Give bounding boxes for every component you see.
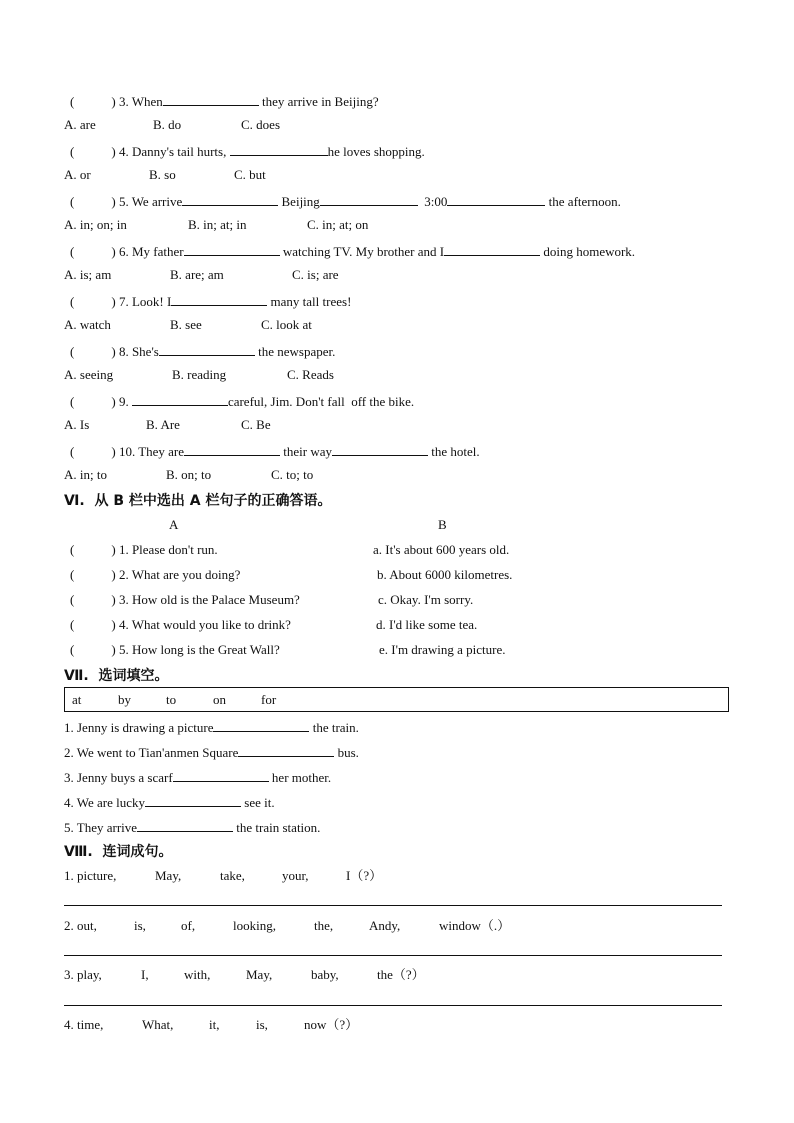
question-text: 5. How long is the Great Wall?	[118, 642, 280, 657]
question-text: 2. What are you doing?	[118, 567, 241, 582]
question-7	[70, 292, 351, 310]
word-token: May,	[155, 868, 182, 883]
paren-open: (	[70, 617, 75, 632]
answer-blank[interactable]	[173, 768, 269, 782]
word-bank-box	[64, 687, 729, 712]
fill-item	[64, 768, 331, 786]
question-number: 6.	[118, 244, 129, 259]
answer-blank[interactable]	[238, 743, 334, 757]
word-token: the,	[314, 918, 334, 933]
matching-answer: e. I'm drawing a picture.	[379, 642, 506, 657]
option-c: C. but	[234, 167, 266, 182]
option-b: B. on; to	[166, 467, 212, 482]
word-bank-item: on	[213, 692, 226, 707]
word-token: What,	[142, 1017, 174, 1032]
option-b: B. do	[153, 117, 182, 132]
question-9	[70, 392, 414, 410]
word-token: Andy,	[369, 918, 401, 933]
paren-close: )	[111, 244, 116, 259]
item-text: the train.	[312, 720, 359, 735]
option-c: C. to; to	[271, 467, 314, 482]
item-text: her mother.	[271, 770, 332, 785]
option-b: B. Are	[146, 417, 180, 432]
option-a: A. are	[64, 117, 96, 132]
option-c: C. look at	[261, 317, 312, 332]
question-text: the hotel.	[431, 444, 480, 459]
question-text: 4. What would you like to drink?	[118, 617, 291, 632]
question-text: They are	[138, 444, 185, 459]
word-bank-item: for	[261, 692, 277, 707]
question-text: Look! I	[131, 294, 172, 309]
option-a: A. seeing	[64, 367, 114, 382]
matching-question	[70, 592, 300, 608]
question-8	[70, 342, 335, 360]
paren-open: (	[70, 294, 75, 309]
question-number: 5.	[118, 194, 129, 209]
matching-answer: c. Okay. I'm sorry.	[378, 592, 474, 607]
section-title: Ⅵ. 从 B 栏中选出 A 栏句子的正确答语。	[64, 493, 332, 509]
item-text: 1. Jenny is drawing a picture	[64, 720, 214, 735]
word-token: it,	[209, 1017, 220, 1032]
option-c: C. is; are	[292, 267, 339, 282]
option-b: B. in; at; in	[188, 217, 247, 232]
paren-close: )	[111, 294, 116, 309]
paren-open: (	[70, 592, 75, 607]
question-text: watching TV. My brother and I	[282, 244, 445, 259]
question-4	[70, 142, 425, 160]
option-a: A. Is	[64, 417, 90, 432]
question-number: 10.	[118, 444, 136, 459]
question-number: 3.	[118, 94, 129, 109]
item-text: 3. Jenny buys a scarf	[64, 770, 173, 785]
section-title: Ⅷ. 连词成句。	[64, 844, 173, 860]
question-10	[70, 442, 480, 460]
question-number: 7.	[118, 294, 129, 309]
answer-blank[interactable]	[230, 142, 328, 156]
paren-close: )	[111, 567, 116, 582]
answer-blank[interactable]	[320, 192, 418, 206]
word-bank-item: at	[72, 692, 82, 707]
word-token: is,	[256, 1017, 268, 1032]
word-token: 2. out,	[64, 918, 97, 933]
paren-open: (	[70, 394, 75, 409]
word-token: I（?）	[346, 868, 383, 883]
answer-blank[interactable]	[184, 442, 280, 456]
word-token: your,	[282, 868, 309, 883]
answer-blank[interactable]	[332, 442, 428, 456]
paren-close: )	[111, 144, 116, 159]
answer-blank[interactable]	[213, 718, 309, 732]
paren-close: )	[111, 444, 116, 459]
option-a: A. is; am	[64, 267, 112, 282]
question-text: Beijing	[281, 194, 320, 209]
question-text: She's	[131, 344, 159, 359]
section-title: Ⅶ. 选词填空。	[64, 668, 169, 684]
item-text: 5. They arrive	[64, 820, 138, 835]
paren-open: (	[70, 642, 75, 657]
word-token: of,	[181, 918, 196, 933]
question-number: 8.	[118, 344, 129, 359]
paren-open: (	[70, 567, 75, 582]
question-text: many tall trees!	[270, 294, 352, 309]
word-token: the（?）	[377, 967, 425, 982]
option-b: B. see	[170, 317, 202, 332]
question-text: When	[131, 94, 163, 109]
matching-answer: d. I'd like some tea.	[376, 617, 478, 632]
matching-question	[70, 617, 291, 633]
answer-line[interactable]	[64, 905, 722, 906]
paren-open: (	[70, 244, 75, 259]
column-a-header: A	[169, 517, 179, 532]
word-token: I,	[141, 967, 149, 982]
fill-item	[64, 818, 320, 836]
item-text: 2. We went to Tian'anmen Square	[64, 745, 239, 760]
option-b: B. reading	[172, 367, 227, 382]
question-number: 9.	[118, 394, 129, 409]
answer-blank[interactable]	[132, 392, 228, 406]
question-text: doing homework.	[543, 244, 636, 259]
paren-close: )	[111, 642, 116, 657]
paren-open: (	[70, 344, 75, 359]
item-text: 4. We are lucky	[64, 795, 146, 810]
question-5	[70, 192, 621, 210]
answer-blank[interactable]	[163, 92, 259, 106]
answer-blank[interactable]	[184, 242, 280, 256]
fill-item	[64, 743, 359, 761]
question-text: My father	[131, 244, 184, 259]
word-token: 3. play,	[64, 967, 102, 982]
paren-close: )	[111, 617, 116, 632]
item-text: the train station.	[236, 820, 321, 835]
question-text: their way	[283, 444, 333, 459]
fill-item	[64, 718, 359, 736]
word-token: baby,	[311, 967, 339, 982]
answer-blank[interactable]	[137, 818, 233, 832]
option-c: C. Reads	[287, 367, 334, 382]
question-number: 4.	[118, 144, 129, 159]
question-text: they arrive in Beijing?	[262, 94, 379, 109]
question-text: the newspaper.	[258, 344, 336, 359]
option-a: A. in; on; in	[64, 217, 127, 232]
paren-open: (	[70, 194, 75, 209]
option-c: C. does	[241, 117, 280, 132]
question-3	[70, 92, 379, 110]
option-b: B. are; am	[170, 267, 224, 282]
word-bank-item: by	[118, 692, 131, 707]
word-token: looking,	[233, 918, 276, 933]
question-text: We arrive	[131, 194, 183, 209]
answer-blank[interactable]	[182, 192, 278, 206]
word-token: May,	[246, 967, 273, 982]
question-text: the afternoon.	[548, 194, 621, 209]
matching-answer: b. About 6000 kilometres.	[377, 567, 513, 582]
word-token: take,	[220, 868, 245, 883]
paren-close: )	[111, 94, 116, 109]
paren-close: )	[111, 542, 116, 557]
option-c: C. in; at; on	[307, 217, 369, 232]
word-token: is,	[134, 918, 146, 933]
question-text: he loves shopping.	[327, 144, 425, 159]
question-text: 3. How old is the Palace Museum?	[118, 592, 300, 607]
answer-blank[interactable]	[171, 292, 267, 306]
option-a: A. in; to	[64, 467, 107, 482]
answer-line[interactable]	[64, 955, 722, 956]
option-a: A. or	[64, 167, 91, 182]
word-token: now（?）	[304, 1017, 359, 1032]
paren-close: )	[111, 394, 116, 409]
word-token: with,	[184, 967, 211, 982]
word-bank-item: to	[166, 692, 177, 707]
option-b: B. so	[149, 167, 176, 182]
paren-open: (	[70, 144, 75, 159]
question-6	[70, 242, 635, 260]
matching-question	[70, 567, 240, 583]
column-b-header: B	[438, 517, 447, 532]
word-token: 4. time,	[64, 1017, 104, 1032]
answer-blank[interactable]	[159, 342, 255, 356]
paren-open: (	[70, 94, 75, 109]
fill-item	[64, 793, 275, 811]
paren-close: )	[111, 194, 116, 209]
matching-question	[70, 542, 218, 558]
option-a: A. watch	[64, 317, 111, 332]
answer-blank[interactable]	[145, 793, 241, 807]
word-token: 1. picture,	[64, 868, 117, 883]
item-text: bus.	[337, 745, 359, 760]
matching-answer: a. It's about 600 years old.	[373, 542, 510, 557]
paren-open: (	[70, 444, 75, 459]
item-text: see it.	[244, 795, 275, 810]
answer-blank[interactable]	[447, 192, 545, 206]
matching-question	[70, 642, 280, 658]
paren-open: (	[70, 542, 75, 557]
option-c: C. Be	[241, 417, 271, 432]
question-text: careful, Jim. Don't fall off the bike.	[227, 394, 415, 409]
word-token: window（.）	[439, 918, 511, 933]
question-text: 3:00	[424, 194, 448, 209]
answer-line[interactable]	[64, 1005, 722, 1006]
answer-blank[interactable]	[444, 242, 540, 256]
paren-close: )	[111, 344, 116, 359]
question-text: 1. Please don't run.	[118, 542, 218, 557]
question-text: Danny's tail hurts,	[131, 144, 227, 159]
paren-close: )	[111, 592, 116, 607]
